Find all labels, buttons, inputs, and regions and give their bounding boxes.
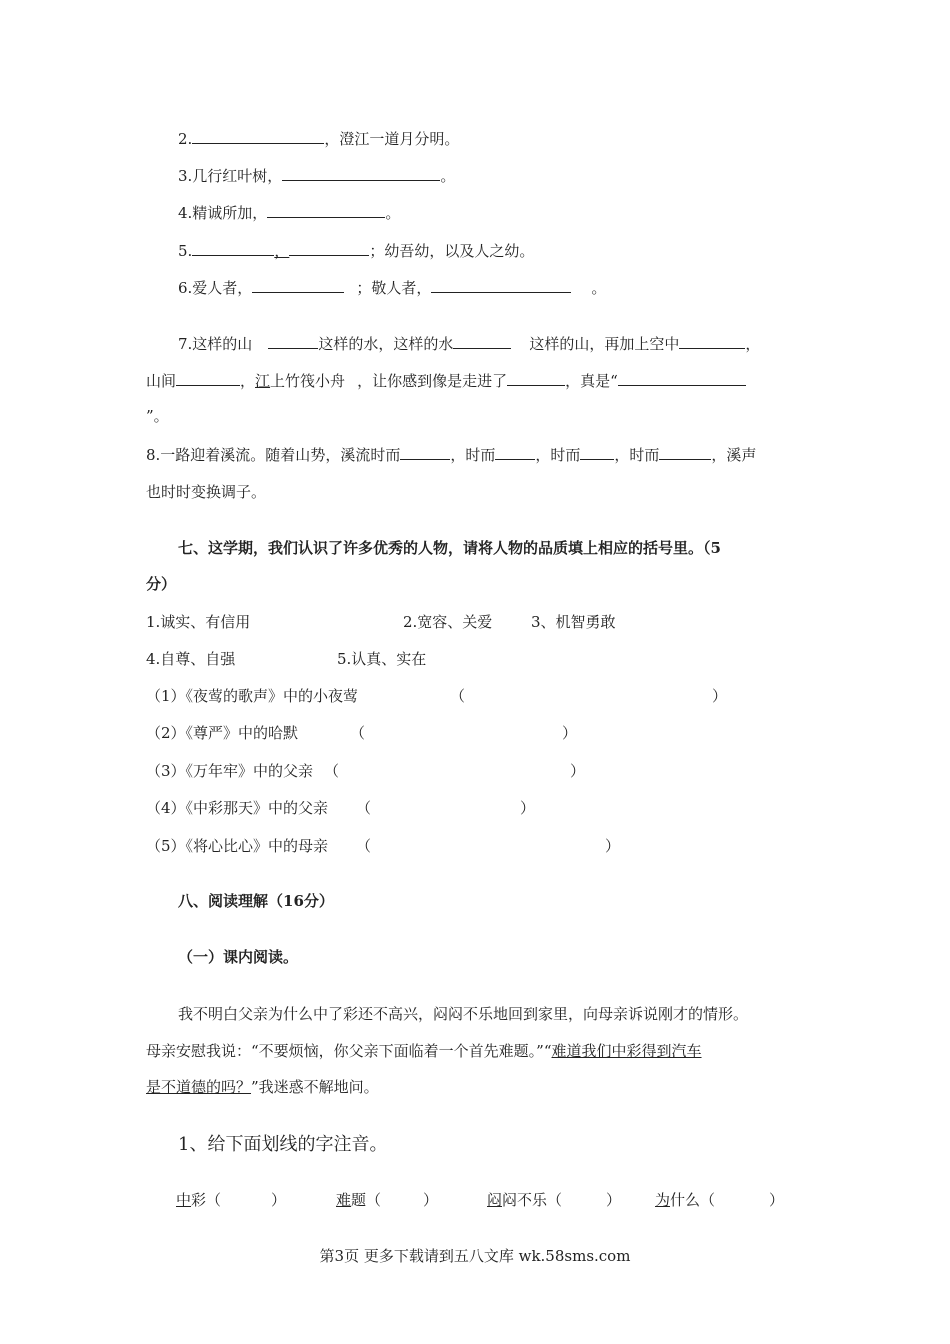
q5-line: 5. ， ；幼吾幼，以及人之幼。 [178,242,535,260]
pinyin-item-2: 难题（ ） [336,1191,439,1209]
q8-line1: 8.一路迎着溪流。随着山势，溪流时而 ，时而 ，时而 ，时而 ，溪声 [146,446,757,464]
item-4-close: ） [520,799,536,817]
answer-blank[interactable] [507,370,565,386]
answer-blank[interactable] [431,277,571,293]
answer-blank[interactable] [679,333,745,349]
option-3: 3、机智勇敢 [531,613,616,631]
page-footer: 第3页 更多下载请到五八文库 wk.58sms.com [319,1247,631,1265]
answer-blank[interactable] [268,333,318,349]
answer-blank[interactable] [618,370,746,386]
section8-title: 八、阅读理解（16分） [178,892,334,910]
answer-blank[interactable] [580,444,614,460]
option-2: 2.宽容、关爱 [403,613,493,631]
reading-paragraph-3: 是不道德的吗？”我迷惑不解地问。 [146,1078,379,1096]
answer-blank[interactable] [659,444,711,460]
item-4-open[interactable]: （ [356,799,372,817]
section7-title: 七、这学期，我们认识了许多优秀的人物，请将人物的品质填上相应的括号里。（5 [178,539,721,557]
answer-blank[interactable] [176,370,240,386]
item-5-close: ） [605,837,621,855]
pinyin-item-4: 为什么（ ） [655,1191,785,1209]
answer-blank[interactable] [267,202,385,218]
answer-blank[interactable] [289,240,369,256]
q8-line2: 也时时变换调子。 [146,483,267,501]
item-3-open[interactable]: （ [324,762,340,780]
option-4: 4.自尊、自强 [146,650,236,668]
answer-blank[interactable] [252,277,344,293]
item-2-label: （2）《尊严》中的哈默 [146,724,299,742]
answer-blank[interactable] [400,444,450,460]
pinyin-item-1: 中彩（ ） [176,1191,287,1209]
q6-line: 6.爱人者， ；敬人者， 。 [178,279,607,297]
answer-blank[interactable] [282,165,440,181]
item-2-close: ） [562,724,578,742]
q4-line: 4.精诚所加， 。 [178,204,401,222]
item-1-label: （1）《夜莺的歌声》中的小夜莺 [146,687,359,705]
item-2-open[interactable]: （ [350,724,366,742]
q7-line3: ”。 [146,407,169,425]
item-3-close: ） [570,762,586,780]
q2-line: 2. ，澄江一道月分明。 [178,130,460,148]
q3-line: 3.几行红叶树， 。 [178,167,456,185]
reading-paragraph-2: 母亲安慰我说：“不要烦恼，你父亲下面临着一个首先难题。”“难道我们中彩得到汽车 [146,1042,702,1060]
item-5-label: （5）《将心比心》中的母亲 [146,837,329,855]
pinyin-item-3: 闷闷不乐（ ） [487,1191,622,1209]
answer-blank[interactable] [453,333,511,349]
answer-blank[interactable] [192,240,274,256]
option-1: 1.诚实、有信用 [146,613,251,631]
q7-line1: 7.这样的山 这样的水，这样的水 这样的山，再加上空中 ， [178,335,761,353]
item-1-open[interactable]: （ [450,687,466,705]
question-1: 1、给下面划线的字注音。 [178,1134,388,1155]
reading-paragraph-1: 我不明白父亲为什么中了彩还不高兴，闷闷不乐地回到家里，向母亲诉说刚才的情形。 [178,1005,749,1023]
item-3-label: （3）《万年牢》中的父亲 [146,762,314,780]
q7-line2: 山间 ，江上竹筏小舟 ，让你感到像是走进了 ，真是“ [146,370,746,391]
section8-subtitle: （一）课内阅读。 [178,948,299,966]
item-4-label: （4）《中彩那天》中的父亲 [146,799,329,817]
answer-blank[interactable] [495,444,535,460]
option-5: 5.认真、实在 [337,650,427,668]
answer-blank[interactable] [192,128,324,144]
item-1-close: ） [712,687,728,705]
section7-title-cont: 分） [146,575,177,593]
item-5-open[interactable]: （ [356,837,372,855]
